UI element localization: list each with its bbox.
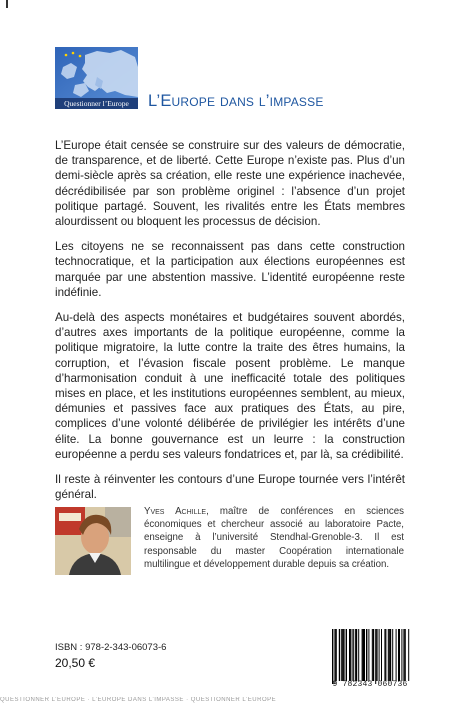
barcode xyxy=(330,625,410,688)
spine-mark xyxy=(6,0,8,8)
series-label: Questionner l’Europe xyxy=(55,98,138,109)
blurb-paragraph: Au-delà des aspects monétaires et budgétaires souvent abordés, d’autres axes importants de la politique européenne, comme la politique migratoire, la lutte contre la traite des êtres humains, la corruption, et l’évasion fiscale posent problème. Le manque d’harmonisation conduit à une inefficacité totale des politiques mises en place, et les institutions européennes semblent, au mieux, démunies et passives face aux pratiques des États, au pire, complices d’une volonté délibérée de privilégier les intérêts d’une élite. La bonne gouvernance est un leurre : la construction européenne a perdu ses valeurs fondatrices et, par là, sa crédibilité. xyxy=(55,311,405,461)
author-bio-text: , maître de conférences en sciences économiques et chercheur associé au laboratoire Pacte, enseigne à l’université Stendhal-Grenoble-3. Il est responsable du master Coopération internationale multilingue et développement durable depuis sa création. xyxy=(144,506,404,570)
back-cover-blurb xyxy=(55,138,405,512)
blurb-paragraph: Les citoyens ne se reconnaissent pas dans cette construction technocratique, et la participation aux élections européennes est marquée par une abstention massive. L’identité européenne reste indéfinie. xyxy=(55,240,405,299)
author-section xyxy=(55,507,405,577)
author-bio xyxy=(144,505,404,571)
book-title: L’Europe dans l’impasse xyxy=(148,92,324,110)
isbn: ISBN : 978-2-343-06073-6 xyxy=(55,642,167,653)
barcode-digits: 9 782343 060736 xyxy=(332,680,408,689)
author-photo xyxy=(55,507,131,575)
price: 20,50 € xyxy=(55,656,96,670)
blurb-paragraph: L’Europe était censée se construire sur des valeurs de démocratie, de transparence, et de liberté. Cette Europe n’existe pas. Plus d’un demi-siècle après sa création, elle reste une expérience inachevée, décrédibilisée par son problème originel : l’absence d’un projet politique partagé. Souvent, les rivalités entre les États membres alourdissent ou bloquent les processus de décision. xyxy=(55,139,405,229)
series-logo xyxy=(55,47,138,109)
footer-strip: QUESTIONNER L’EUROPE · L’EUROPE DANS L’IMPASSE · QUESTIONNER L’EUROPE xyxy=(0,697,277,703)
author-name: Yves Achille xyxy=(144,506,207,517)
blurb-paragraph: Il reste à réinventer les contours d’une Europe tournée vers l’intérêt général. xyxy=(55,473,405,502)
